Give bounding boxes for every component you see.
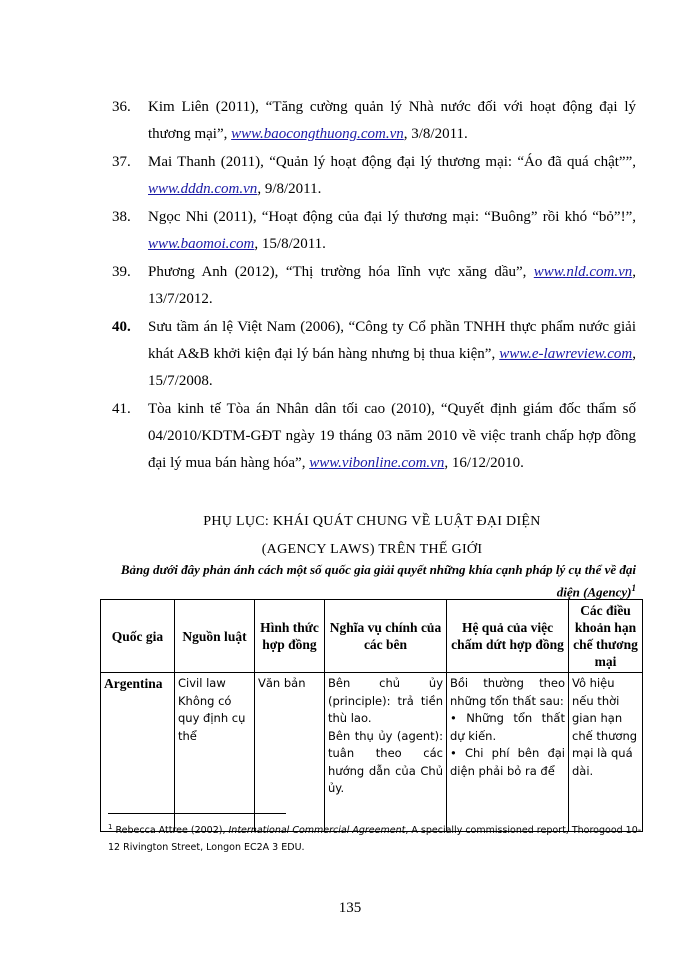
- termination-bullet-2: • Chi phí bên đại diện phải bỏ ra để: [450, 746, 565, 778]
- reference-text: Kim Liên (2011), “Tăng cường quản lý Nhà nước đối với hoạt động đại lý thương mại”,: [148, 99, 636, 142]
- reference-date: , 13/7/2012.: [148, 264, 636, 307]
- reference-number: 41.: [112, 401, 131, 417]
- reference-link[interactable]: www.e-lawreview.com: [499, 346, 633, 362]
- reference-date: , 15/8/2011.: [254, 236, 326, 252]
- reference-link[interactable]: www.dddn.com.vn: [148, 181, 258, 197]
- reference-number: 40.: [112, 319, 131, 335]
- cell-source-law: [175, 673, 255, 832]
- cell-obligations: [325, 673, 447, 832]
- reference-date: , 16/12/2010.: [444, 455, 524, 471]
- reference-list: [108, 94, 636, 478]
- reference-item-37: [108, 149, 636, 203]
- table-caption: [108, 560, 636, 601]
- cell-restrictions: Vô hiệu nếu thời gian hạn chế thương mại là quá dài.: [569, 673, 643, 832]
- reference-number: 39.: [112, 264, 131, 280]
- page-number: 135: [338, 900, 362, 916]
- obligation-principal: Bên chủ ủy (principle): trả tiền thù lao.: [328, 676, 443, 725]
- termination-bullet-1: • Những tổn thất dự kiến.: [450, 711, 565, 743]
- reference-link[interactable]: www.vibonline.com.vn: [309, 455, 445, 471]
- reference-number: 37.: [112, 154, 131, 170]
- footnote-author: Rebecca Attree (2002),: [112, 825, 229, 837]
- header-obligations: Nghĩa vụ chính của các bên: [325, 600, 447, 673]
- reference-link[interactable]: www.baocongthuong.com.vn: [231, 126, 404, 142]
- reference-date: , 15/7/2008.: [148, 346, 636, 389]
- reference-item-41: [108, 396, 636, 477]
- cell-country: Argentina: [101, 673, 175, 832]
- footnote-mark: 1: [108, 823, 113, 831]
- appendix-title-line-2: (AGENCY LAWS) TRÊN THẾ GIỚI: [261, 542, 483, 557]
- footnote-separator: [108, 813, 286, 814]
- reference-text: Tòa kinh tế Tòa án Nhân dân tối cao (2010), “Quyết định giám đốc thẩm số 04/2010/KDTM-GĐT ngày 19 tháng 03 năm 2010 về việc tranh chấp hợp đồng đại lý mua bán hàng hóa”,: [148, 401, 636, 471]
- footnote-title: International Commercial Agreement: [228, 825, 406, 837]
- footnote-rest: , A specially commissioned report, Thorogood 10-12 Rivington Street, Longon EC2A 3 EDU.: [108, 825, 642, 854]
- table-row: [101, 673, 643, 832]
- reference-date: , 3/8/2011.: [403, 126, 468, 142]
- header-termination: Hệ quả của việc chấm dứt hợp đồng: [447, 600, 569, 673]
- reference-text: Mai Thanh (2011), “Quản lý hoạt động đại lý thương mại: “Áo đã quá chật””,: [148, 154, 636, 170]
- reference-link[interactable]: www.baomoi.com: [148, 236, 255, 252]
- cell-contract-form: Văn bản: [255, 673, 325, 832]
- reference-number: 38.: [112, 209, 131, 225]
- table-caption-text: Bảng dưới đây phản ánh cách một số quốc gia giải quyết những khía cạnh pháp lý cụ thể về đại diện (Agency): [120, 562, 636, 600]
- appendix-title-line-1: PHỤ LỤC: KHÁI QUÁT CHUNG VỀ LUẬT ĐẠI DIỆN: [203, 514, 541, 529]
- footnote: [108, 819, 644, 856]
- reference-item-40: [108, 314, 636, 395]
- table-header-row: [101, 600, 643, 673]
- header-source-law: Nguồn luật: [175, 600, 255, 673]
- reference-text: Sưu tầm án lệ Việt Nam (2006), “Công ty Cổ phần TNHH thực phẩm nước giải khát A&B khởi kiện đại lý bán hàng nhưng bị thua kiện”,: [148, 319, 636, 362]
- cell-termination: [447, 673, 569, 832]
- obligation-agent: Bên thụ ủy (agent): tuân theo các hướng dẫn của Chủ ủy.: [328, 728, 443, 795]
- reference-item-39: [108, 259, 636, 313]
- source-law-line-1: Civil law: [178, 676, 226, 690]
- reference-link[interactable]: www.nld.com.vn: [533, 264, 633, 280]
- reference-text: Ngọc Nhi (2011), “Hoạt động của đại lý thương mại: “Buông” rồi khó “bỏ”!”,: [148, 209, 636, 225]
- reference-item-36: [108, 94, 636, 148]
- header-country: Quốc gia: [101, 600, 175, 673]
- termination-intro: Bồi thường theo những tổn thất sau:: [450, 676, 565, 708]
- reference-item-38: [108, 204, 636, 258]
- reference-date: , 9/8/2011.: [257, 181, 322, 197]
- footnote-reference-mark[interactable]: 1: [631, 583, 636, 593]
- agency-law-table: [100, 599, 643, 832]
- reference-text: Phương Anh (2012), “Thị trường hóa lĩnh vực xăng dầu”,: [148, 264, 534, 280]
- header-contract-form: Hình thức hợp đồng: [255, 600, 325, 673]
- source-law-line-2: Không có quy định cụ thể: [178, 693, 246, 743]
- header-restrictions: Các điều khoản hạn chế thương mại: [569, 600, 643, 673]
- appendix-title: [108, 508, 636, 564]
- reference-number: 36.: [112, 99, 131, 115]
